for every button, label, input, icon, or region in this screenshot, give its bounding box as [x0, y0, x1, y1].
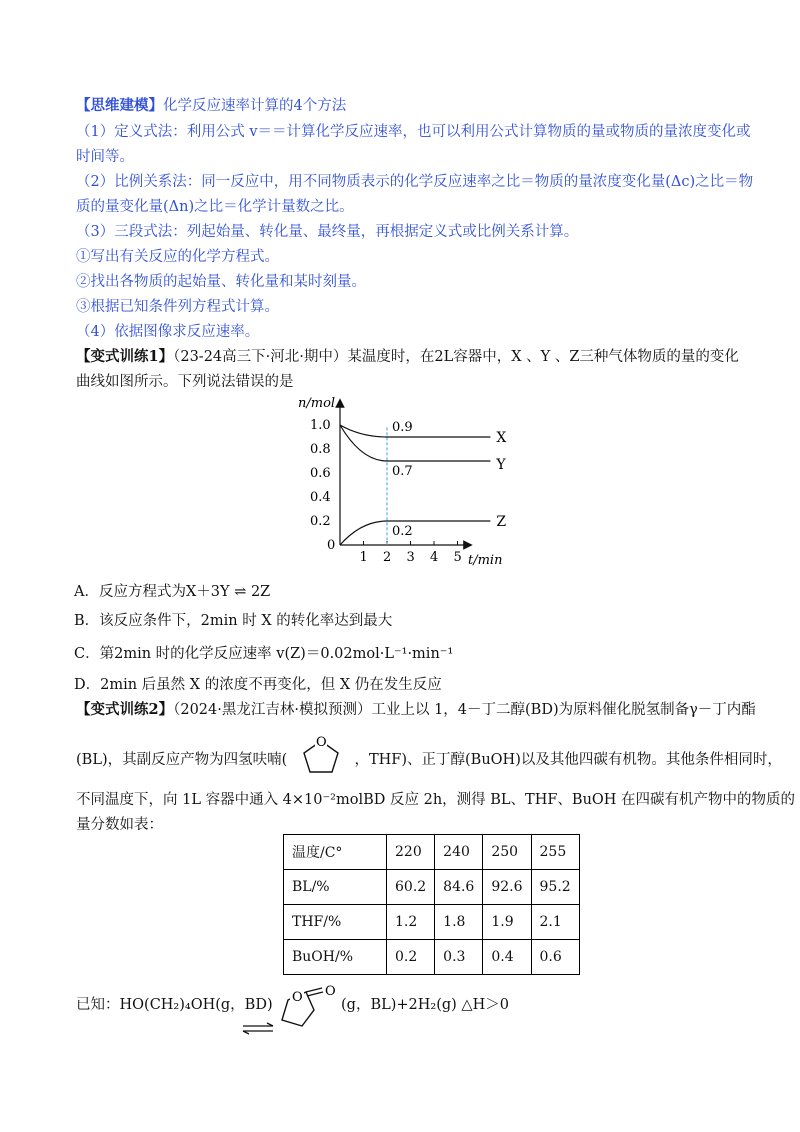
- table-cell: 220: [387, 835, 435, 870]
- y-tick-label: 0.6: [310, 466, 331, 481]
- product-fraction-table: [283, 834, 580, 975]
- option-c: C．第2min 时的化学反应速率 v(Z)＝0.02mol·L⁻¹·min⁻¹: [74, 646, 454, 662]
- table-cell: BL/%: [284, 870, 387, 905]
- table-cell: 95.2: [531, 870, 579, 905]
- model-title: [76, 96, 346, 116]
- x-tick-label: 5: [453, 550, 462, 565]
- table-cell: 0.3: [435, 940, 483, 975]
- ex2-text2b: ，THF)、正丁醇(BuOH)以及其他四碳有机物。其他条件相同时，: [354, 752, 782, 768]
- series-name-x: X: [496, 430, 507, 446]
- table-cell: THF/%: [284, 905, 387, 940]
- model-m2a: （2）比例关系法：同一反应中，用不同物质表示的化学反应速率之比＝物质的量浓度变化量(Δc)之比＝物: [76, 174, 754, 190]
- x-tick-label: 2: [383, 550, 392, 565]
- x-axis-label: t/min: [468, 553, 503, 568]
- mol-vs-time-chart: [290, 393, 520, 573]
- y-tick-label: 0.2: [310, 514, 331, 529]
- data-label-z: 0.2: [392, 524, 413, 539]
- series-line-y: [340, 425, 490, 461]
- ex2-line4: 量分数如表：: [76, 817, 163, 833]
- series-line-x: [340, 425, 490, 437]
- model-step2: ②找出各物质的起始量、转化量和某时刻量。: [76, 274, 366, 290]
- y-tick-label: 1.0: [310, 418, 331, 433]
- table-cell: 温度/C°: [284, 835, 387, 870]
- model-title-text: 化学反应速率计算的4个方法: [163, 98, 347, 114]
- table-cell: 92.6: [483, 870, 531, 905]
- table-cell: 240: [435, 835, 483, 870]
- series-name-z: Z: [496, 514, 507, 530]
- thf-ring-structure: [292, 731, 350, 777]
- table-cell: 0.2: [387, 940, 435, 975]
- table-row: [284, 870, 580, 905]
- butyrolactone-structure: [272, 978, 344, 1038]
- model-step3: ③根据已知条件列方程式计算。: [76, 299, 279, 315]
- series-name-y: Y: [496, 457, 506, 473]
- known-right: (g，BL)+2H₂(g) △H＞0: [341, 997, 509, 1013]
- x-tick-label: 3: [406, 550, 415, 565]
- ex1-line2: 曲线如图所示。下列说法错误的是: [76, 374, 294, 390]
- table-row: [284, 940, 580, 975]
- x-tick-label: 4: [430, 550, 439, 565]
- model-step1: ①写出有关反应的化学方程式。: [76, 249, 279, 265]
- data-label-y: 0.7: [392, 464, 413, 479]
- ex2-text1: （2024·黑龙江吉林·模拟预测）工业上以 1，4－丁二醇(BD)为原料催化脱氢制备γ－丁内酯: [173, 702, 756, 718]
- table-cell: 255: [531, 835, 579, 870]
- model-m1b: 时间等。: [76, 149, 134, 165]
- table-cell: 1.8: [435, 905, 483, 940]
- y-axis-label: n/mol: [298, 396, 336, 411]
- ex2-label: 【变式训练2】: [76, 701, 174, 718]
- option-b: B．该反应条件下，2min 时 X 的转化率达到最大: [74, 613, 393, 629]
- ex2-line3: 不同温度下，向 1L 容器中通入 4×10⁻²molBD 反应 2h，测得 BL、THF、BuOH 在四碳有机产物中的物质的: [76, 792, 796, 808]
- series-group: [340, 420, 506, 545]
- table-cell: 1.2: [387, 905, 435, 940]
- table-cell: 1.9: [483, 905, 531, 940]
- table-cell: 250: [483, 835, 531, 870]
- table-cell: 84.6: [435, 870, 483, 905]
- table-row: [284, 905, 580, 940]
- ex2-text2a: (BL)，其副反应产物为四氢呋喃(: [76, 752, 288, 768]
- thf-oxygen-label: O: [315, 735, 327, 750]
- model-m1a: （1）定义式法：利用公式 v＝＝计算化学反应速率，也可以利用公式计算物质的量或物质的量浓度变化或: [76, 124, 751, 140]
- option-d: D．2min 后虽然 X 的浓度不再变化，但 X 仍在发生反应: [74, 677, 442, 693]
- ex1-text1: （23-24高三下·河北·期中）某温度时，在2L容器中，X 、Y 、Z三种气体物质的量的变化: [173, 349, 739, 365]
- ex1-label: 【变式训练1】: [76, 348, 174, 365]
- table-cell: 0.4: [483, 940, 531, 975]
- model-m3: （3）三段式法：列起始量、转化量、最终量，再根据定义式或比例关系计算。: [76, 224, 579, 240]
- ex2-line1: [76, 700, 756, 720]
- data-label-x: 0.9: [392, 420, 413, 435]
- origin-label: 0: [327, 538, 336, 553]
- table-cell: BuOH/%: [284, 940, 387, 975]
- lactone-ring-oxygen: O: [292, 990, 303, 1005]
- ex2-line2: [76, 735, 782, 777]
- ex1-line1: [76, 347, 739, 367]
- table-cell: 60.2: [387, 870, 435, 905]
- model-m2b: 质的量变化量(Δn)之比＝化学计量数之比。: [76, 199, 354, 215]
- table-row: [284, 835, 580, 870]
- table-cell: 0.6: [531, 940, 579, 975]
- model-m4: （4）依据图像求反应速率。: [76, 324, 260, 340]
- table-cell: 2.1: [531, 905, 579, 940]
- x-tick-label: 1: [359, 550, 368, 565]
- y-tick-label: 0.8: [310, 442, 331, 457]
- y-tick-label: 0.4: [310, 490, 331, 505]
- y-ticks: [310, 418, 331, 529]
- known-left: 已知：HO(CH₂)₄OH(g，BD): [76, 997, 273, 1013]
- series-line-z: [340, 521, 490, 545]
- model-title-bracket: 【思维建模】: [76, 97, 163, 114]
- carbonyl-oxygen: O: [325, 984, 336, 999]
- option-a: A．反应方程式为X＋3Y ⇌ 2Z: [74, 584, 271, 600]
